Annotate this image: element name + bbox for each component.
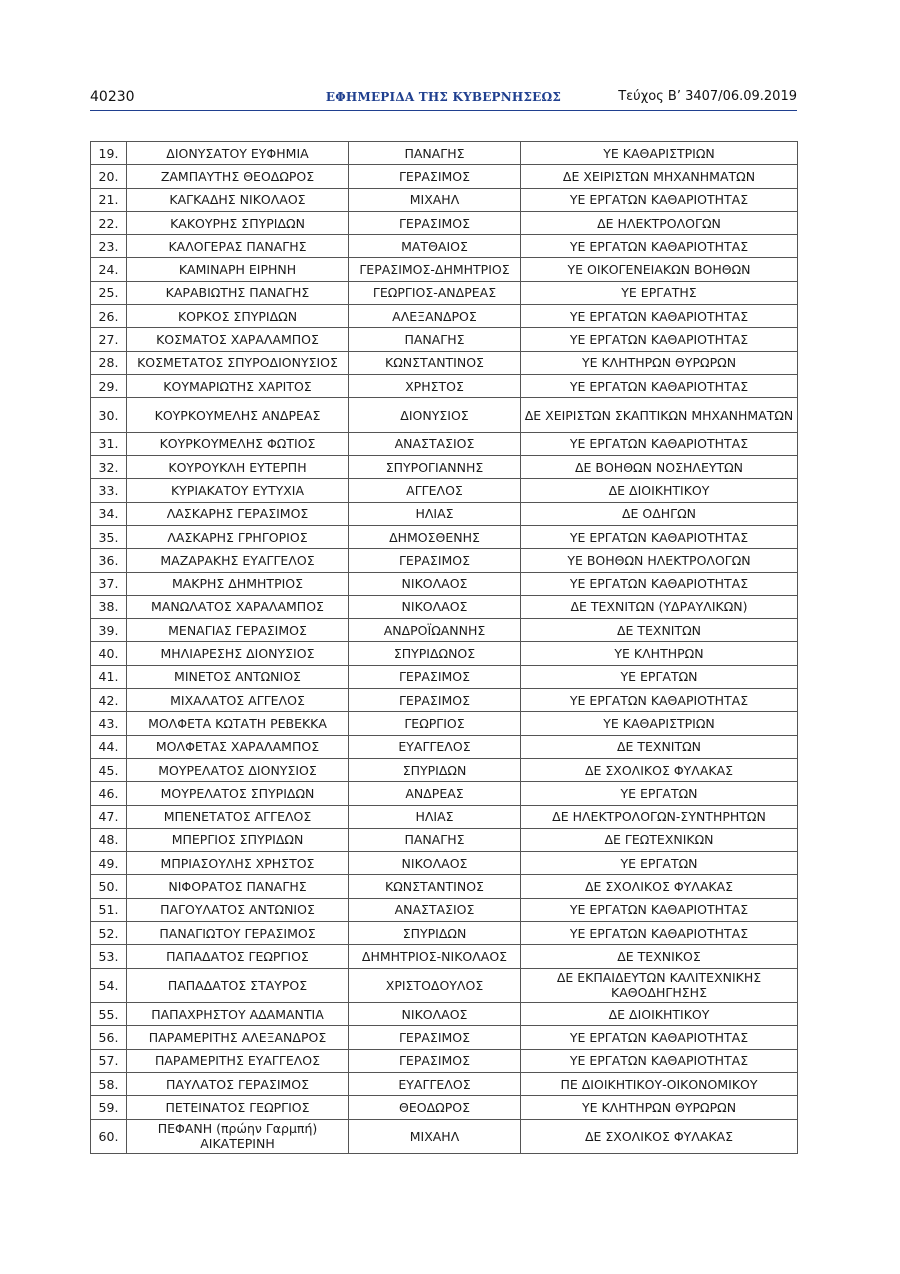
specialty-cell: ΔΕ ΓΕΩΤΕΧΝΙΚΩΝ: [521, 828, 798, 851]
table-row: [91, 211, 798, 234]
father-name-cell: ΜΙΧΑΗΛ: [349, 188, 521, 211]
table-row: [91, 1026, 798, 1049]
full-name-cell: ΚΟΣΜΕΤΑΤΟΣ ΣΠΥΡΟΔΙΟΝΥΣΙΟΣ: [127, 351, 349, 374]
row-number-cell: 35.: [91, 525, 127, 548]
father-name-cell: ΜΑΤΘΑΙΟΣ: [349, 235, 521, 258]
row-number-cell: 54.: [91, 968, 127, 1003]
specialty-cell: ΔΕ ΤΕΧΝΙΤΩΝ: [521, 735, 798, 758]
full-name-cell: ΜΕΝΑΓΙΑΣ ΓΕΡΑΣΙΜΟΣ: [127, 619, 349, 642]
table-row: [91, 805, 798, 828]
father-name-cell: ΓΕΡΑΣΙΜΟΣ: [349, 1026, 521, 1049]
full-name-cell: ΠΑΠΑΔΑΤΟΣ ΓΕΩΡΓΙΟΣ: [127, 945, 349, 968]
row-number-cell: 23.: [91, 235, 127, 258]
father-name-cell: ΝΙΚΟΛΑΟΣ: [349, 852, 521, 875]
table-row: [91, 945, 798, 968]
row-number-cell: 49.: [91, 852, 127, 875]
table-row: [91, 525, 798, 548]
father-name-cell: ΣΠΥΡΙΔΩΝ: [349, 758, 521, 781]
table-row: [91, 1049, 798, 1072]
father-name-cell: ΑΓΓΕΛΟΣ: [349, 479, 521, 502]
table-row: [91, 258, 798, 281]
full-name-cell: ΜΟΥΡΕΛΑΤΟΣ ΔΙΟΝΥΣΙΟΣ: [127, 758, 349, 781]
full-name-cell: ΚΑΚΟΥΡΗΣ ΣΠΥΡΙΔΩΝ: [127, 211, 349, 234]
full-name-cell: ΛΑΣΚΑΡΗΣ ΓΡΗΓΟΡΙΟΣ: [127, 525, 349, 548]
father-name-cell: ΓΕΡΑΣΙΜΟΣ-ΔΗΜΗΤΡΙΟΣ: [349, 258, 521, 281]
row-number-cell: 29.: [91, 374, 127, 397]
specialty-cell: ΔΕ ΤΕΧΝΙΚΟΣ: [521, 945, 798, 968]
table-row: [91, 432, 798, 455]
father-name-cell: ΗΛΙΑΣ: [349, 502, 521, 525]
row-number-cell: 48.: [91, 828, 127, 851]
table-row: [91, 619, 798, 642]
full-name-cell: ΚΑΜΙΝΑΡΗ ΕΙΡΗΝΗ: [127, 258, 349, 281]
full-name-cell: ΖΑΜΠΑΥΤΗΣ ΘΕΟΔΩΡΟΣ: [127, 165, 349, 188]
specialty-cell: ΔΕ ΣΧΟΛΙΚΟΣ ΦΥΛΑΚΑΣ: [521, 875, 798, 898]
table-row: [91, 735, 798, 758]
row-number-cell: 55.: [91, 1003, 127, 1026]
table-row: [91, 235, 798, 258]
father-name-cell: ΑΝΔΡΕΑΣ: [349, 782, 521, 805]
full-name-cell: ΚΑΓΚΑΔΗΣ ΝΙΚΟΛΑΟΣ: [127, 188, 349, 211]
row-number-cell: 26.: [91, 305, 127, 328]
row-number-cell: 22.: [91, 211, 127, 234]
row-number-cell: 44.: [91, 735, 127, 758]
full-name-cell: ΠΑΠΑΔΑΤΟΣ ΣΤΑΥΡΟΣ: [127, 968, 349, 1003]
row-number-cell: 58.: [91, 1072, 127, 1095]
specialty-cell: ΥΕ ΕΡΓΑΤΩΝ ΚΑΘΑΡΙΟΤΗΤΑΣ: [521, 374, 798, 397]
father-name-cell: ΓΕΡΑΣΙΜΟΣ: [349, 211, 521, 234]
father-name-cell: ΓΕΩΡΓΙΟΣ: [349, 712, 521, 735]
full-name-cell: ΚΟΥΡΟΥΚΛΗ ΕΥΤΕΡΠΗ: [127, 456, 349, 479]
father-name-cell: ΓΕΡΑΣΙΜΟΣ: [349, 165, 521, 188]
full-name-cell: ΜΗΛΙΑΡΕΣΗΣ ΔΙΟΝΥΣΙΟΣ: [127, 642, 349, 665]
table-row: [91, 758, 798, 781]
table-row: [91, 782, 798, 805]
specialty-cell: ΥΕ ΚΑΘΑΡΙΣΤΡΙΩΝ: [521, 712, 798, 735]
row-number-cell: 39.: [91, 619, 127, 642]
specialty-cell: ΥΕ ΕΡΓΑΤΩΝ: [521, 782, 798, 805]
table-row: [91, 665, 798, 688]
specialty-cell: ΔΕ ΤΕΧΝΙΤΩΝ: [521, 619, 798, 642]
row-number-cell: 30.: [91, 398, 127, 433]
row-number-cell: 32.: [91, 456, 127, 479]
row-number-cell: 50.: [91, 875, 127, 898]
table-row: [91, 1003, 798, 1026]
full-name-cell: ΜΠΕΡΓΙΟΣ ΣΠΥΡΙΔΩΝ: [127, 828, 349, 851]
father-name-cell: ΗΛΙΑΣ: [349, 805, 521, 828]
full-name-cell: ΠΕΦΑΝΗ (πρώην Γαρμπή) ΑΙΚΑΤΕΡΙΝΗ: [127, 1119, 349, 1154]
full-name-cell: ΠΑΝΑΓΙΩΤΟΥ ΓΕΡΑΣΙΜΟΣ: [127, 922, 349, 945]
row-number-cell: 36.: [91, 549, 127, 572]
table-row: [91, 1072, 798, 1095]
specialty-cell: ΔΕ ΗΛΕΚΤΡΟΛΟΓΩΝ: [521, 211, 798, 234]
father-name-cell: ΓΕΡΑΣΙΜΟΣ: [349, 665, 521, 688]
full-name-cell: ΝΙΦΟΡΑΤΟΣ ΠΑΝΑΓΗΣ: [127, 875, 349, 898]
specialty-cell: ΔΕ ΤΕΧΝΙΤΩΝ (ΥΔΡΑΥΛΙΚΩΝ): [521, 595, 798, 618]
full-name-cell: ΜΠΡΙΑΣΟΥΛΗΣ ΧΡΗΣΤΟΣ: [127, 852, 349, 875]
table-row: [91, 305, 798, 328]
row-number-cell: 20.: [91, 165, 127, 188]
specialty-cell: ΔΕ ΣΧΟΛΙΚΟΣ ΦΥΛΑΚΑΣ: [521, 758, 798, 781]
table-row: [91, 968, 798, 1003]
father-name-cell: ΠΑΝΑΓΗΣ: [349, 142, 521, 165]
full-name-cell: ΠΑΠΑΧΡΗΣΤΟΥ ΑΔΑΜΑΝΤΙΑ: [127, 1003, 349, 1026]
row-number-cell: 24.: [91, 258, 127, 281]
father-name-cell: ΕΥΑΓΓΕΛΟΣ: [349, 1072, 521, 1095]
father-name-cell: ΝΙΚΟΛΑΟΣ: [349, 595, 521, 618]
father-name-cell: ΚΩΝΣΤΑΝΤΙΝΟΣ: [349, 351, 521, 374]
father-name-cell: ΣΠΥΡΟΓΙΑΝΝΗΣ: [349, 456, 521, 479]
father-name-cell: ΔΗΜΟΣΘΕΝΗΣ: [349, 525, 521, 548]
row-number-cell: 51.: [91, 898, 127, 921]
page-number: 40230: [90, 89, 135, 105]
header-rule: [90, 110, 797, 111]
full-name-cell: ΚΑΡΑΒΙΩΤΗΣ ΠΑΝΑΓΗΣ: [127, 281, 349, 304]
employee-table-body: [91, 142, 798, 1154]
specialty-cell: ΥΕ ΚΑΘΑΡΙΣΤΡΙΩΝ: [521, 142, 798, 165]
specialty-cell: ΠΕ ΔΙΟΙΚΗΤΙΚΟΥ-ΟΙΚΟΝΟΜΙΚΟΥ: [521, 1072, 798, 1095]
father-name-cell: ΑΝΔΡΟΪΩΑΝΝΗΣ: [349, 619, 521, 642]
father-name-cell: ΓΕΡΑΣΙΜΟΣ: [349, 689, 521, 712]
full-name-cell: ΠΕΤΕΙΝΑΤΟΣ ΓΕΩΡΓΙΟΣ: [127, 1096, 349, 1119]
father-name-cell: ΑΛΕΞΑΝΔΡΟΣ: [349, 305, 521, 328]
full-name-cell: ΛΑΣΚΑΡΗΣ ΓΕΡΑΣΙΜΟΣ: [127, 502, 349, 525]
specialty-cell: ΔΕ ΧΕΙΡΙΣΤΩΝ ΜΗΧΑΝΗΜΑΤΩΝ: [521, 165, 798, 188]
full-name-cell: ΚΑΛΟΓΕΡΑΣ ΠΑΝΑΓΗΣ: [127, 235, 349, 258]
specialty-cell: ΥΕ ΕΡΓΑΤΩΝ ΚΑΘΑΡΙΟΤΗΤΑΣ: [521, 305, 798, 328]
specialty-cell: ΔΕ ΧΕΙΡΙΣΤΩΝ ΣΚΑΠΤΙΚΩΝ ΜΗΧΑΝΗΜΑΤΩΝ: [521, 398, 798, 433]
row-number-cell: 25.: [91, 281, 127, 304]
row-number-cell: 60.: [91, 1119, 127, 1154]
specialty-cell: ΔΕ ΗΛΕΚΤΡΟΛΟΓΩΝ-ΣΥΝΤΗΡΗΤΩΝ: [521, 805, 798, 828]
row-number-cell: 37.: [91, 572, 127, 595]
specialty-cell: ΥΕ ΕΡΓΑΤΩΝ: [521, 665, 798, 688]
full-name-cell: ΠΑΥΛΑΤΟΣ ΓΕΡΑΣΙΜΟΣ: [127, 1072, 349, 1095]
row-number-cell: 59.: [91, 1096, 127, 1119]
page-header: [90, 86, 797, 110]
row-number-cell: 45.: [91, 758, 127, 781]
specialty-cell: ΥΕ ΕΡΓΑΤΩΝ ΚΑΘΑΡΙΟΤΗΤΑΣ: [521, 572, 798, 595]
specialty-cell: ΥΕ ΟΙΚΟΓΕΝΕΙΑΚΩΝ ΒΟΗΘΩΝ: [521, 258, 798, 281]
table-row: [91, 642, 798, 665]
full-name-cell: ΜΟΥΡΕΛΑΤΟΣ ΣΠΥΡΙΔΩΝ: [127, 782, 349, 805]
father-name-cell: ΝΙΚΟΛΑΟΣ: [349, 572, 521, 595]
table-row: [91, 281, 798, 304]
row-number-cell: 21.: [91, 188, 127, 211]
full-name-cell: ΜΟΛΦΕΤΑΣ ΧΑΡΑΛΑΜΠΟΣ: [127, 735, 349, 758]
full-name-cell: ΚΟΥΡΚΟΥΜΕΛΗΣ ΦΩΤΙΟΣ: [127, 432, 349, 455]
full-name-cell: ΚΟΥΜΑΡΙΩΤΗΣ ΧΑΡΙΤΟΣ: [127, 374, 349, 397]
father-name-cell: ΓΕΩΡΓΙΟΣ-ΑΝΔΡΕΑΣ: [349, 281, 521, 304]
full-name-cell: ΜΟΛΦΕΤΑ ΚΩΤΑΤΗ ΡΕΒΕΚΚΑ: [127, 712, 349, 735]
father-name-cell: ΕΥΑΓΓΕΛΟΣ: [349, 735, 521, 758]
father-name-cell: ΑΝΑΣΤΑΣΙΟΣ: [349, 432, 521, 455]
full-name-cell: ΚΟΣΜΑΤΟΣ ΧΑΡΑΛΑΜΠΟΣ: [127, 328, 349, 351]
row-number-cell: 57.: [91, 1049, 127, 1072]
full-name-cell: ΜΑΚΡΗΣ ΔΗΜΗΤΡΙΟΣ: [127, 572, 349, 595]
specialty-cell: ΔΕ ΒΟΗΘΩΝ ΝΟΣΗΛΕΥΤΩΝ: [521, 456, 798, 479]
full-name-cell: ΠΑΓΟΥΛΑΤΟΣ ΑΝΤΩΝΙΟΣ: [127, 898, 349, 921]
table-row: [91, 1096, 798, 1119]
full-name-cell: ΠΑΡΑΜΕΡΙΤΗΣ ΑΛΕΞΑΝΔΡΟΣ: [127, 1026, 349, 1049]
specialty-cell: ΥΕ ΕΡΓΑΤΩΝ ΚΑΘΑΡΙΟΤΗΤΑΣ: [521, 898, 798, 921]
father-name-cell: ΔΙΟΝΥΣΙΟΣ: [349, 398, 521, 433]
table-row: [91, 351, 798, 374]
table-row: [91, 398, 798, 433]
specialty-cell: ΥΕ ΚΛΗΤΗΡΩΝ ΘΥΡΩΡΩΝ: [521, 351, 798, 374]
full-name-cell: ΔΙΟΝΥΣΑΤΟΥ ΕΥΦΗΜΙΑ: [127, 142, 349, 165]
full-name-cell: ΚΟΥΡΚΟΥΜΕΛΗΣ ΑΝΔΡΕΑΣ: [127, 398, 349, 433]
father-name-cell: ΧΡΗΣΤΟΣ: [349, 374, 521, 397]
row-number-cell: 38.: [91, 595, 127, 618]
father-name-cell: ΣΠΥΡΙΔΩΝΟΣ: [349, 642, 521, 665]
row-number-cell: 31.: [91, 432, 127, 455]
father-name-cell: ΓΕΡΑΣΙΜΟΣ: [349, 1049, 521, 1072]
father-name-cell: ΑΝΑΣΤΑΣΙΟΣ: [349, 898, 521, 921]
table-row: [91, 852, 798, 875]
father-name-cell: ΣΠΥΡΙΔΩΝ: [349, 922, 521, 945]
father-name-cell: ΔΗΜΗΤΡΙΟΣ-ΝΙΚΟΛΑΟΣ: [349, 945, 521, 968]
row-number-cell: 43.: [91, 712, 127, 735]
row-number-cell: 40.: [91, 642, 127, 665]
employee-table: [90, 141, 798, 1154]
issue-info: Τεύχος Β’ 3407/06.09.2019: [618, 89, 797, 104]
father-name-cell: ΠΑΝΑΓΗΣ: [349, 828, 521, 851]
table-row: [91, 142, 798, 165]
specialty-cell: ΥΕ ΕΡΓΑΤΩΝ: [521, 852, 798, 875]
table-row: [91, 828, 798, 851]
gazette-title: ΕΦΗΜΕΡΙΔΑ ΤΗΣ ΚΥΒΕΡΝΗΣΕΩΣ: [325, 90, 562, 104]
row-number-cell: 34.: [91, 502, 127, 525]
table-row: [91, 898, 798, 921]
specialty-cell: ΔΕ ΣΧΟΛΙΚΟΣ ΦΥΛΑΚΑΣ: [521, 1119, 798, 1154]
row-number-cell: 33.: [91, 479, 127, 502]
table-row: [91, 188, 798, 211]
specialty-cell: ΔΕ ΔΙΟΙΚΗΤΙΚΟΥ: [521, 479, 798, 502]
full-name-cell: ΠΑΡΑΜΕΡΙΤΗΣ ΕΥΑΓΓΕΛΟΣ: [127, 1049, 349, 1072]
table-row: [91, 875, 798, 898]
table-row: [91, 1119, 798, 1154]
full-name-cell: ΜΙΧΑΛΑΤΟΣ ΑΓΓΕΛΟΣ: [127, 689, 349, 712]
father-name-cell: ΓΕΡΑΣΙΜΟΣ: [349, 549, 521, 572]
specialty-cell: ΥΕ ΕΡΓΑΤΩΝ ΚΑΘΑΡΙΟΤΗΤΑΣ: [521, 188, 798, 211]
specialty-cell: ΥΕ ΕΡΓΑΤΩΝ ΚΑΘΑΡΙΟΤΗΤΑΣ: [521, 1026, 798, 1049]
specialty-cell: ΥΕ ΕΡΓΑΤΩΝ ΚΑΘΑΡΙΟΤΗΤΑΣ: [521, 922, 798, 945]
father-name-cell: ΧΡΙΣΤΟΔΟΥΛΟΣ: [349, 968, 521, 1003]
specialty-cell: ΥΕ ΕΡΓΑΤΩΝ ΚΑΘΑΡΙΟΤΗΤΑΣ: [521, 432, 798, 455]
father-name-cell: ΜΙΧΑΗΛ: [349, 1119, 521, 1154]
row-number-cell: 46.: [91, 782, 127, 805]
table-row: [91, 572, 798, 595]
full-name-cell: ΚΥΡΙΑΚΑΤΟΥ ΕΥΤΥΧΙΑ: [127, 479, 349, 502]
specialty-cell: ΔΕ ΕΚΠΑΙΔΕΥΤΩΝ ΚΑΛΙΤΕΧΝΙΚΗΣ ΚΑΘΟΔΗΓΗΣΗΣ: [521, 968, 798, 1003]
full-name-cell: ΜΑΖΑΡΑΚΗΣ ΕΥΑΓΓΕΛΟΣ: [127, 549, 349, 572]
specialty-cell: ΔΕ ΔΙΟΙΚΗΤΙΚΟΥ: [521, 1003, 798, 1026]
row-number-cell: 28.: [91, 351, 127, 374]
specialty-cell: ΥΕ ΕΡΓΑΤΗΣ: [521, 281, 798, 304]
father-name-cell: ΠΑΝΑΓΗΣ: [349, 328, 521, 351]
father-name-cell: ΝΙΚΟΛΑΟΣ: [349, 1003, 521, 1026]
table-row: [91, 479, 798, 502]
table-row: [91, 712, 798, 735]
table-row: [91, 922, 798, 945]
table-row: [91, 328, 798, 351]
table-row: [91, 595, 798, 618]
father-name-cell: ΚΩΝΣΤΑΝΤΙΝΟΣ: [349, 875, 521, 898]
table-row: [91, 549, 798, 572]
full-name-cell: ΜΠΕΝΕΤΑΤΟΣ ΑΓΓΕΛΟΣ: [127, 805, 349, 828]
specialty-cell: ΥΕ ΕΡΓΑΤΩΝ ΚΑΘΑΡΙΟΤΗΤΑΣ: [521, 689, 798, 712]
specialty-cell: ΥΕ ΕΡΓΑΤΩΝ ΚΑΘΑΡΙΟΤΗΤΑΣ: [521, 235, 798, 258]
row-number-cell: 56.: [91, 1026, 127, 1049]
row-number-cell: 52.: [91, 922, 127, 945]
full-name-cell: ΜΑΝΩΛΑΤΟΣ ΧΑΡΑΛΑΜΠΟΣ: [127, 595, 349, 618]
father-name-cell: ΘΕΟΔΩΡΟΣ: [349, 1096, 521, 1119]
specialty-cell: ΥΕ ΒΟΗΘΩΝ ΗΛΕΚΤΡΟΛΟΓΩΝ: [521, 549, 798, 572]
specialty-cell: ΥΕ ΚΛΗΤΗΡΩΝ ΘΥΡΩΡΩΝ: [521, 1096, 798, 1119]
table-row: [91, 689, 798, 712]
row-number-cell: 27.: [91, 328, 127, 351]
row-number-cell: 53.: [91, 945, 127, 968]
full-name-cell: ΜΙΝΕΤΟΣ ΑΝΤΩΝΙΟΣ: [127, 665, 349, 688]
full-name-cell: ΚΟΡΚΟΣ ΣΠΥΡΙΔΩΝ: [127, 305, 349, 328]
table-row: [91, 502, 798, 525]
specialty-cell: ΔΕ ΟΔΗΓΩΝ: [521, 502, 798, 525]
specialty-cell: ΥΕ ΕΡΓΑΤΩΝ ΚΑΘΑΡΙΟΤΗΤΑΣ: [521, 1049, 798, 1072]
table-row: [91, 456, 798, 479]
row-number-cell: 41.: [91, 665, 127, 688]
row-number-cell: 47.: [91, 805, 127, 828]
specialty-cell: ΥΕ ΚΛΗΤΗΡΩΝ: [521, 642, 798, 665]
table-row: [91, 374, 798, 397]
row-number-cell: 19.: [91, 142, 127, 165]
row-number-cell: 42.: [91, 689, 127, 712]
table-row: [91, 165, 798, 188]
specialty-cell: ΥΕ ΕΡΓΑΤΩΝ ΚΑΘΑΡΙΟΤΗΤΑΣ: [521, 328, 798, 351]
specialty-cell: ΥΕ ΕΡΓΑΤΩΝ ΚΑΘΑΡΙΟΤΗΤΑΣ: [521, 525, 798, 548]
